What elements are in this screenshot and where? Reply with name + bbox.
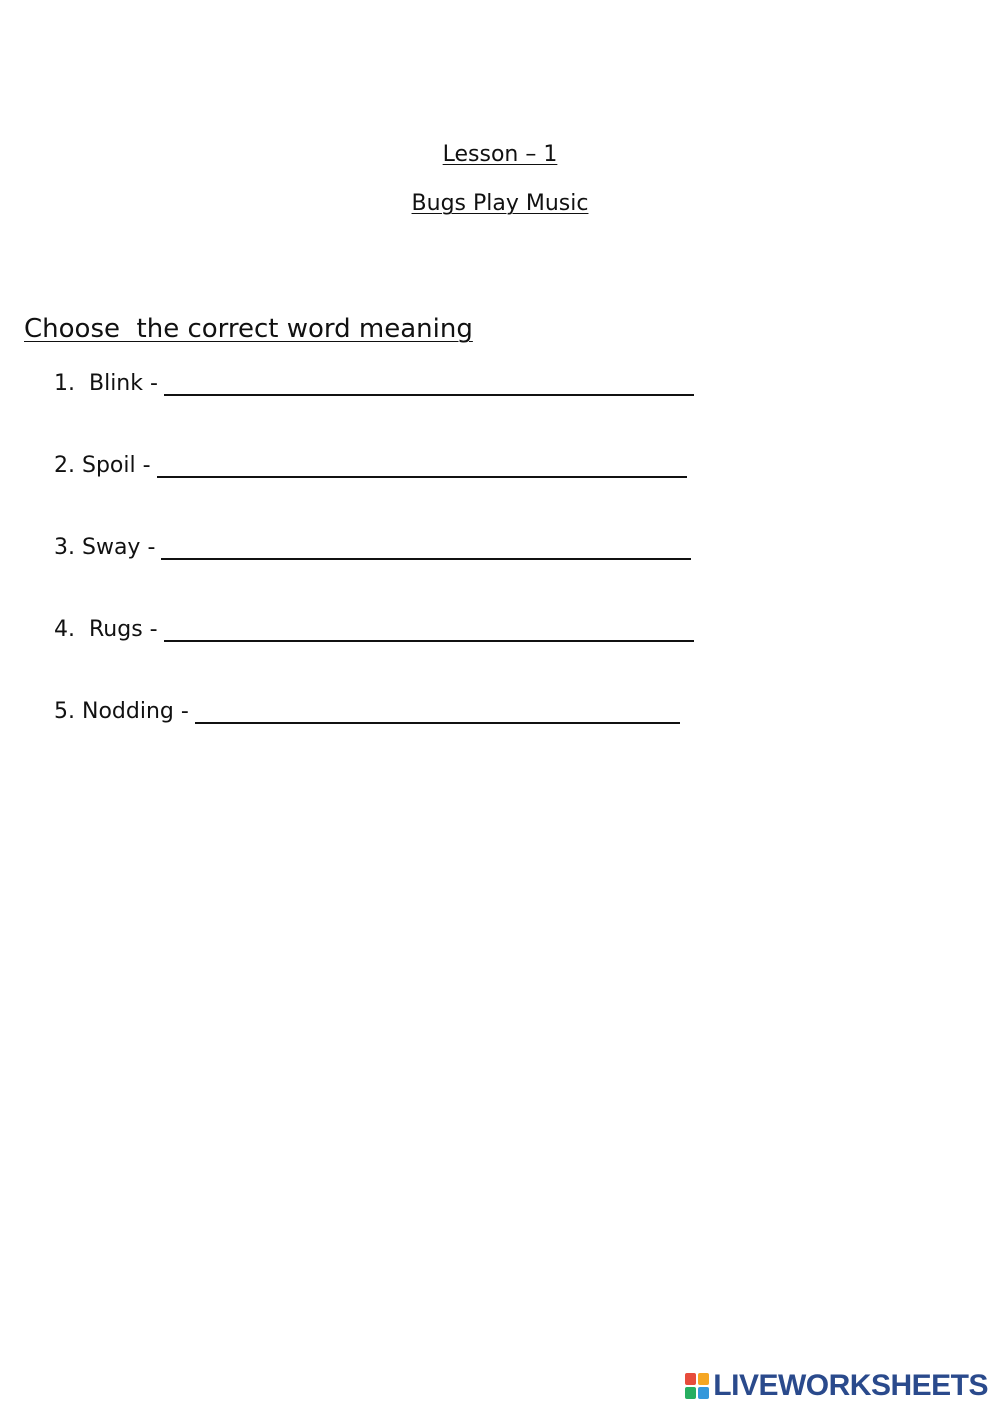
question-word: Sway - xyxy=(75,535,156,560)
answer-blank[interactable] xyxy=(195,698,680,724)
question-number: 1. xyxy=(54,371,75,396)
answer-blank[interactable] xyxy=(157,452,687,478)
question-word: Spoil - xyxy=(75,453,151,478)
question-item xyxy=(54,694,680,724)
question-word: Nodding - xyxy=(75,699,189,724)
question-item xyxy=(54,366,694,396)
logo-tile xyxy=(698,1387,709,1399)
lesson-subtitle: Bugs Play Music xyxy=(411,191,589,216)
answer-blank[interactable] xyxy=(161,534,691,560)
liveworksheets-logo-text: LIVEWORKSHEETS xyxy=(713,1369,988,1402)
question-number: 2. xyxy=(54,453,75,478)
answer-blank[interactable] xyxy=(164,370,694,396)
question-number: 4. xyxy=(54,617,75,642)
lesson-title: Lesson – 1 xyxy=(442,142,558,167)
question-number: 5. xyxy=(54,699,75,724)
question-item xyxy=(54,612,694,642)
question-item xyxy=(54,530,691,560)
logo-tile xyxy=(685,1387,696,1399)
question-word: Rugs - xyxy=(75,617,158,642)
logo-tile xyxy=(698,1373,709,1385)
logo-tile xyxy=(685,1373,696,1385)
instruction-heading: Choose the correct word meaning xyxy=(24,314,473,344)
liveworksheets-logo xyxy=(685,1368,988,1404)
question-item xyxy=(54,448,687,478)
question-number: 3. xyxy=(54,535,75,560)
answer-blank[interactable] xyxy=(164,616,694,642)
liveworksheets-logo-icon xyxy=(685,1373,709,1399)
question-word: Blink - xyxy=(75,371,158,396)
